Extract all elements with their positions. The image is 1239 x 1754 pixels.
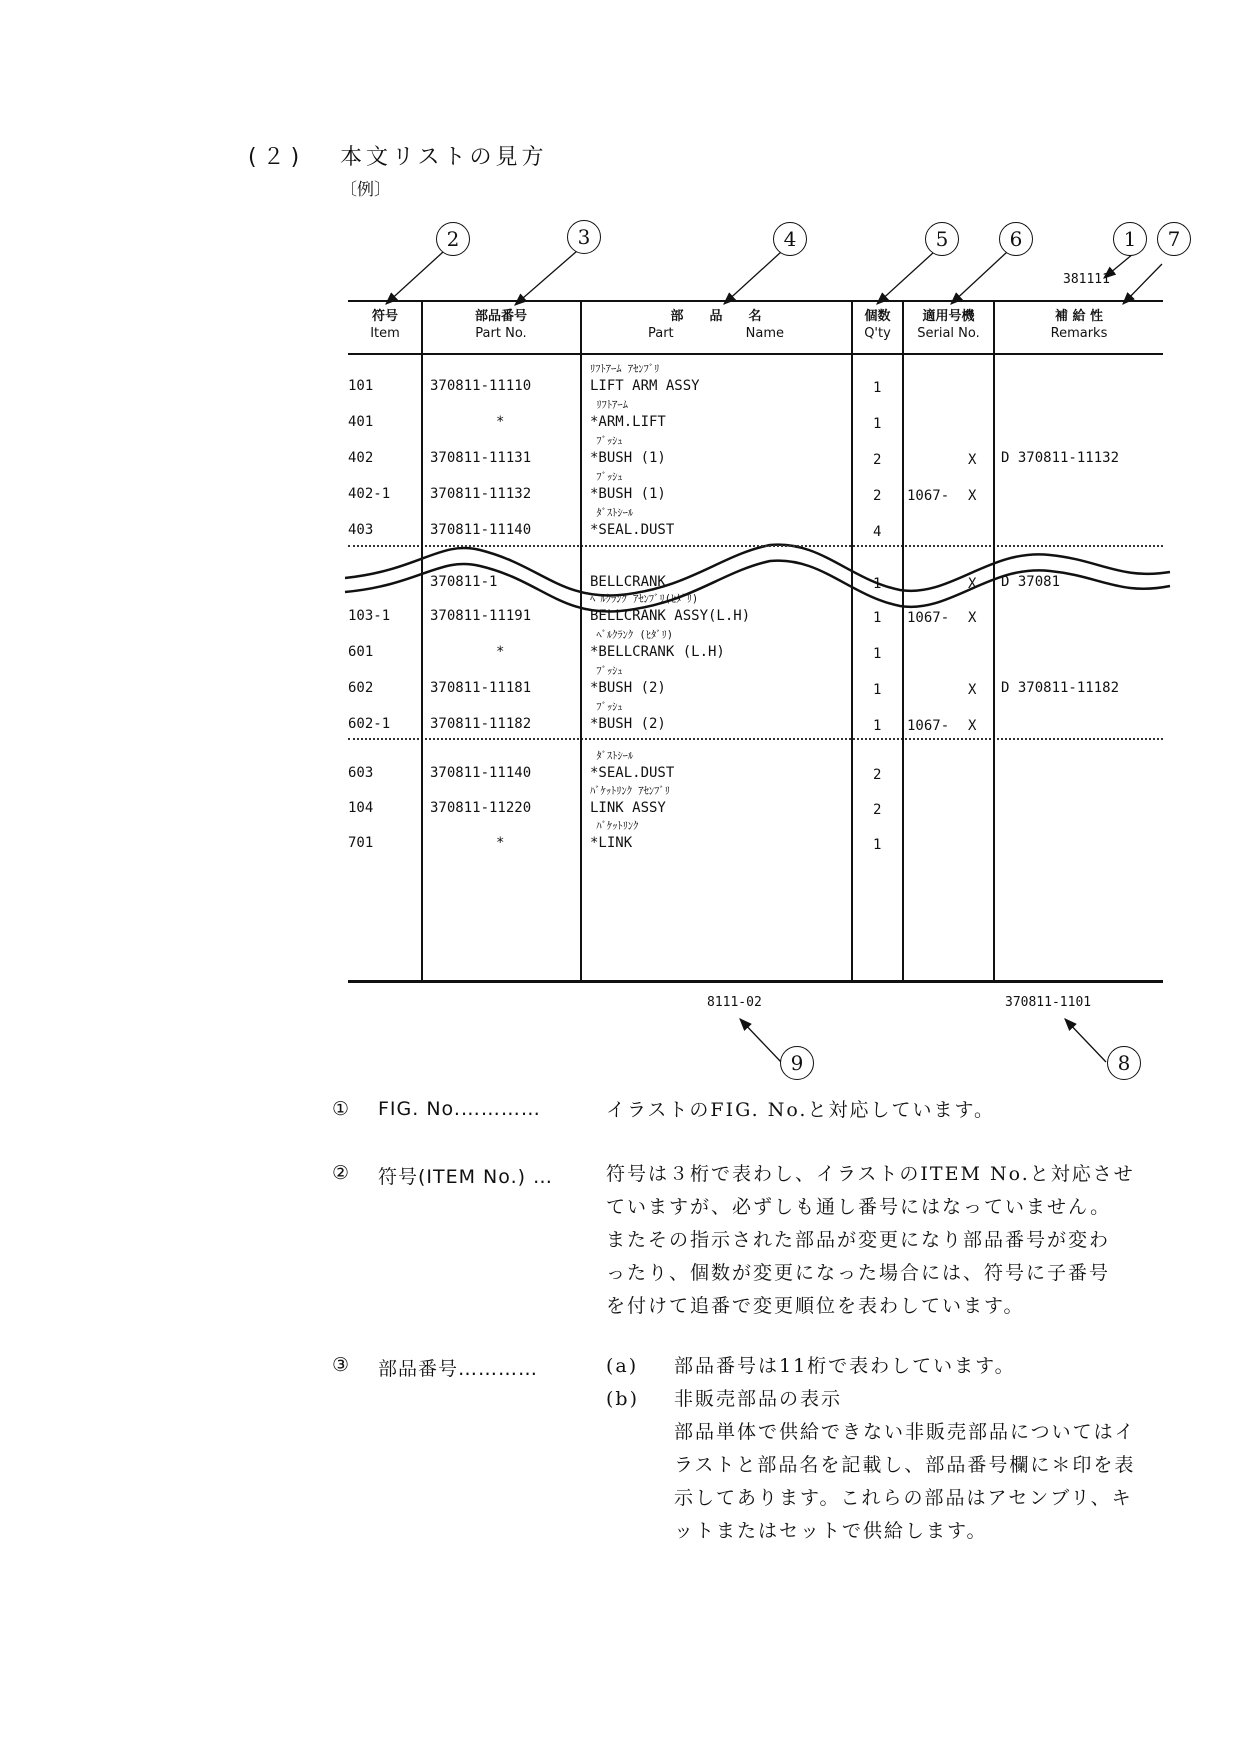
callout-4: 4 xyxy=(773,222,807,256)
table-bottom-rule xyxy=(348,980,1163,983)
example-label: 〔例〕 xyxy=(340,180,391,200)
break-dotted-rule-top xyxy=(348,545,1163,547)
col-divider-3 xyxy=(851,301,853,981)
doc-number: 370811-1101 xyxy=(1005,995,1092,1010)
fig-number: 381111 xyxy=(1063,272,1110,287)
callout-2: 2 xyxy=(436,222,470,256)
header-part-no: 部品番号 Part No. xyxy=(474,309,527,341)
callout-9: 9 xyxy=(780,1046,814,1080)
header-item: 符号 Item xyxy=(370,309,400,341)
section-title: 本文リストの見方 xyxy=(340,145,548,170)
header-qty: 個数 Q'ty xyxy=(864,309,891,341)
callout-7: 7 xyxy=(1157,222,1191,256)
callout-1: 1 xyxy=(1113,222,1147,256)
col-divider-2 xyxy=(580,301,582,981)
header-part-name: 部 品 名 Part Name xyxy=(647,309,784,341)
col-divider-5 xyxy=(993,301,995,981)
description-item-no-body: 符号は３桁で表わし、イラストのITEM No.と対応させ ていますが、必ずしも通し番号にはなっていません。 またその指示された部品が変更になり部品番号が変わ ったり、個数が変更になった場合には、符号に子番号 を付けて追番で変更順位を表わしています。 xyxy=(606,1163,1135,1317)
col-divider-4 xyxy=(902,301,904,981)
header-serial-no: 適用号機 Serial No. xyxy=(917,309,980,341)
group-dotted-rule xyxy=(348,738,1163,740)
callout-5: 5 xyxy=(925,222,959,256)
header-bottom-rule xyxy=(348,353,1163,355)
col-divider-1 xyxy=(421,301,423,981)
page-code: 8111-02 xyxy=(707,995,762,1010)
callout-6: 6 xyxy=(999,222,1033,256)
callout-3: 3 xyxy=(567,220,601,254)
section-number: (２) xyxy=(248,145,306,170)
callout-8: 8 xyxy=(1107,1046,1141,1080)
table-top-rule xyxy=(348,300,1163,302)
header-remarks: 補 給 性 Remarks xyxy=(1050,309,1108,341)
description-non-sale-parts: 非販売部品の表示 部品単体で供給できない非販売部品についてはイ ラストと部品名を記載し、部品番号欄に＊印を表 示してあります。これらの部品はアセンブリ、キ ットまたはセットで供給します。 xyxy=(674,1388,1136,1542)
